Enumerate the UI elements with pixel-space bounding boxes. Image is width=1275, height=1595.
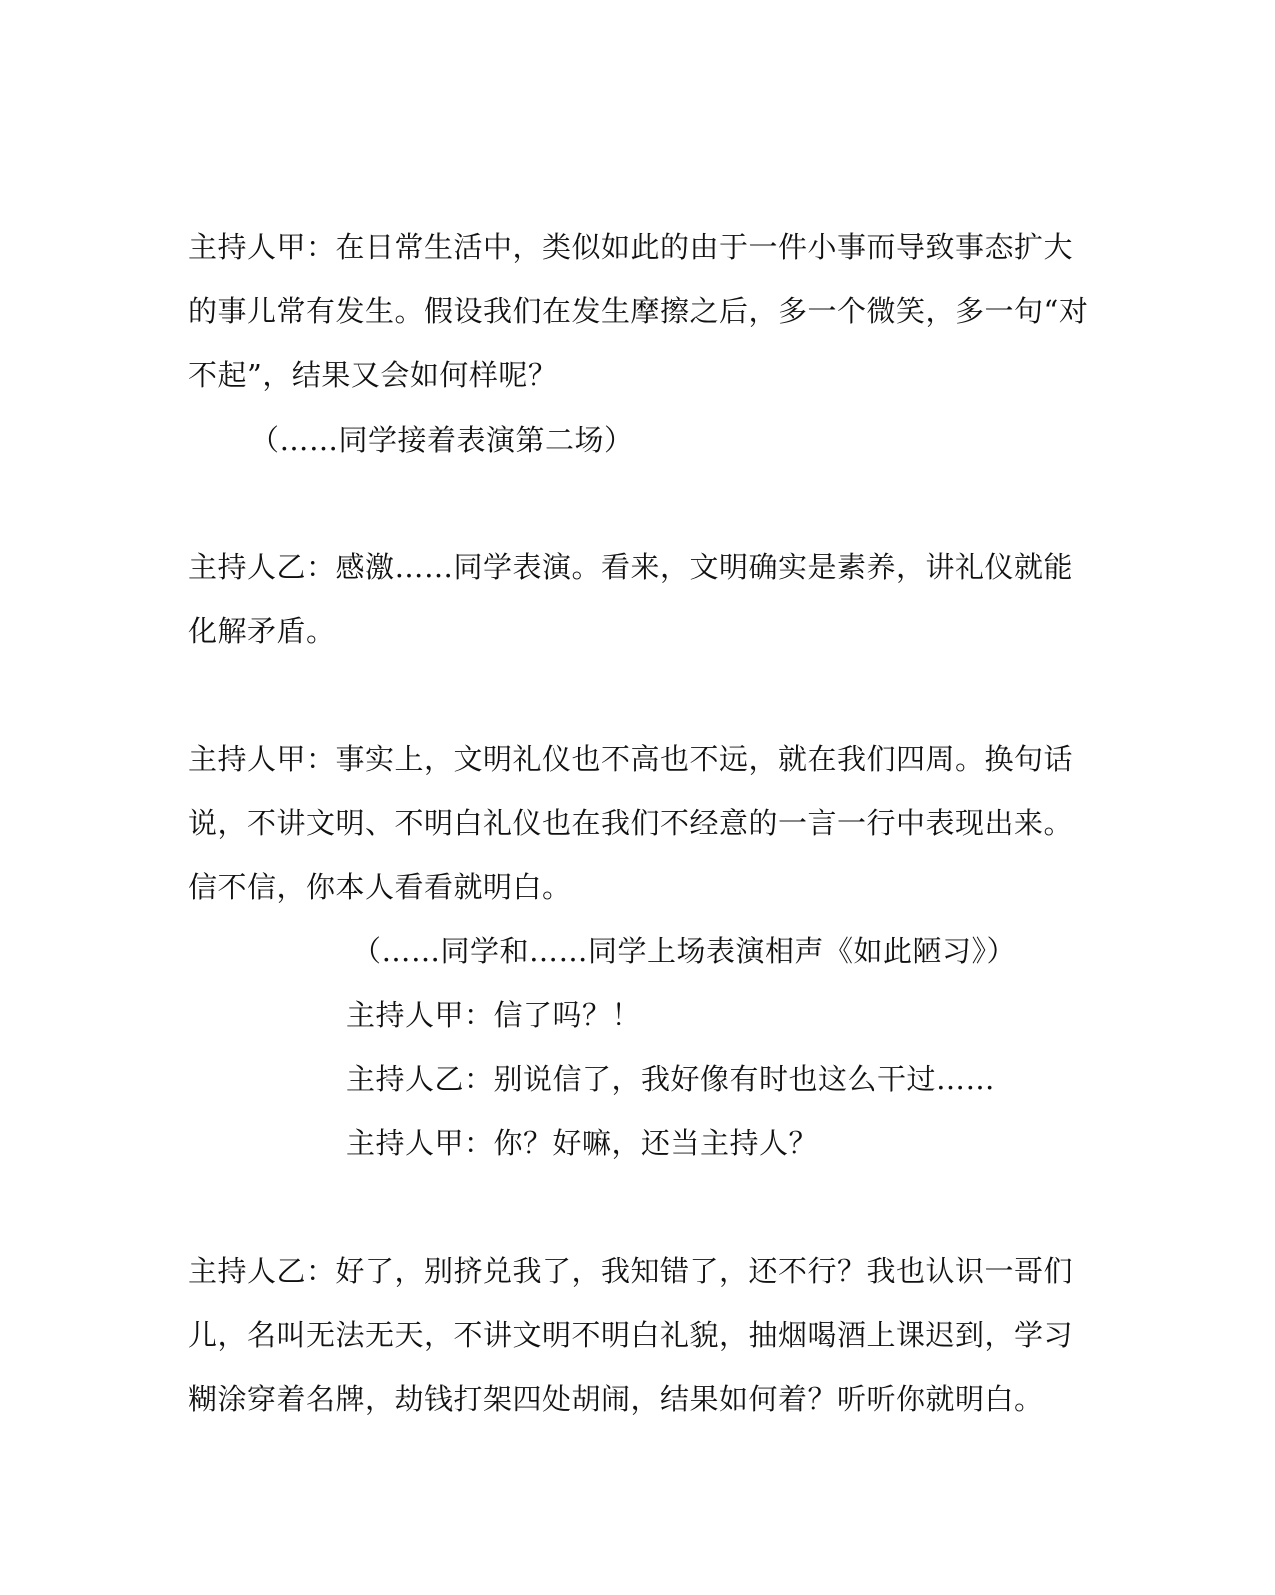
paragraph-2-line-2: 化解矛盾。 [188,614,336,648]
paragraph-5-line-1: 主持人乙：好了，别挤兑我了，我知错了，还不行？我也认识一哥们 [188,1254,1074,1288]
paragraph-5-line-3: 糊涂穿着名牌，劫钱打架四处胡闹，结果如何着？听听你就明白。 [188,1382,1044,1416]
stage-direction-2: （……同学和……同学上场表演相声《如此陋习》） [352,934,1017,968]
paragraph-1-line-1: 主持人甲：在日常生活中，类似如此的由于一件小事而导致事态扩大 [188,230,1074,264]
paragraph-3-line-3: 信不信，你本人看看就明白。 [188,870,572,904]
paragraph-3-line-2: 说，不讲文明、不明白礼仪也在我们不经意的一言一行中表现出来。 [188,806,1074,840]
dialogue-line-3: 主持人甲：你？好嘛，还当主持人？ [346,1126,819,1160]
paragraph-1-line-3: 不起”，结果又会如何样呢？ [188,358,558,392]
paragraph-3-line-1: 主持人甲：事实上，文明礼仪也不高也不远，就在我们四周。换句话 [188,742,1074,776]
paragraph-1-line-2: 的事儿常有发生。假设我们在发生摩擦之后，多一个微笑，多一句“对 [188,294,1089,328]
dialogue-line-1: 主持人甲：信了吗？！ [346,998,642,1032]
paragraph-5-line-2: 儿，名叫无法无天，不讲文明不明白礼貌，抽烟喝酒上课迟到，学习 [188,1318,1074,1352]
paragraph-2-line-1: 主持人乙：感激……同学表演。看来，文明确实是素养，讲礼仪就能 [188,550,1074,584]
stage-direction-1: （……同学接着表演第二场） [250,423,634,457]
dialogue-line-2: 主持人乙：别说信了，我好像有时也这么干过…… [346,1062,996,1096]
